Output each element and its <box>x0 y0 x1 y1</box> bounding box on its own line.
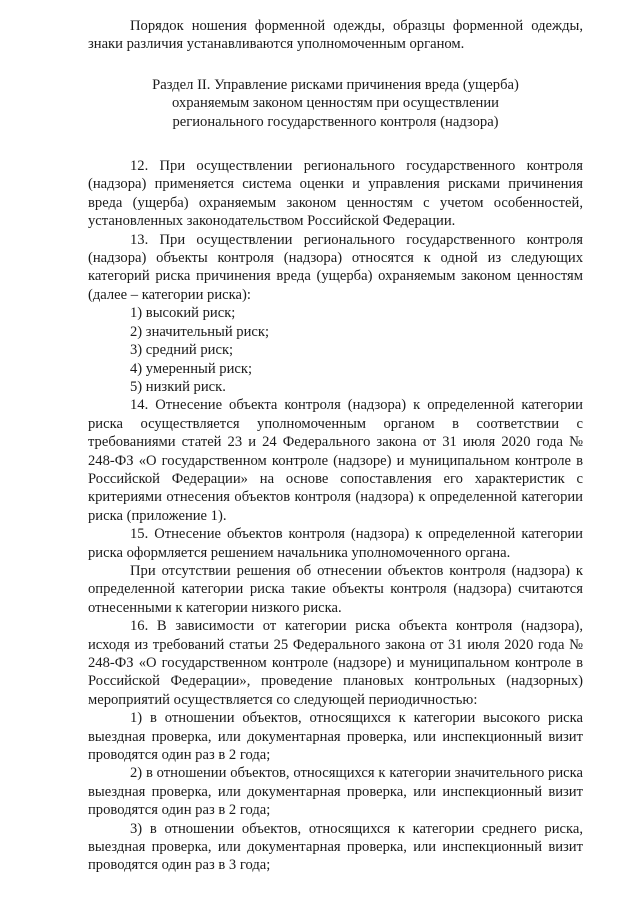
section-heading-line-1: Раздел II. Управление рисками причинения вреда (ущерба) <box>152 76 519 93</box>
document-page <box>88 17 583 875</box>
section-heading-line-2: охраняемым законом ценностям при осуществлении <box>172 95 499 112</box>
paragraph-14: 14. Отнесение объекта контроля (надзора) к определенной категории риска осуществляется уполномоченным органом в соответствии с требованиями статей 23 и 24 Федерального закона от 31 июля 2020 года № 248-ФЗ «О государственном контроле (надзоре) и муниципальном контроле в Российской Федерации» на основе сопоставления его характеристик с критериями отнесения объектов контроля (надзора) к определенной категории риска (приложение 1). <box>88 397 583 524</box>
section-heading-line-3: регионального государственного контроля (надзора) <box>172 113 499 130</box>
paragraph-15: 15. Отнесение объектов контроля (надзора) к определенной категории риска оформляется решением начальника уполномоченного органа. <box>88 526 583 561</box>
paragraph-16-item-2: 2) в отношении объектов, относящихся к категории значительного риска выездная проверка, или документарная проверка, или инспекционный визит проводятся один раз в 2 года; <box>88 765 583 819</box>
paragraph-16: 16. В зависимости от категории риска объекта контроля (надзора), исходя из требований статьи 25 Федерального закона от 31 июля 2020 года № 248-ФЗ «О государственном контроле (надзоре) и муниципальном контроле в Российской Федерации», проведение плановых контрольных (надзорных) мероприятий осуществляется со следующей периодичностью: <box>88 618 583 708</box>
paragraph-13: 13. При осуществлении регионального государственного контроля (надзора) объекты контроля (надзора) относятся к одной из следующих категорий риска причинения вреда (ущерба) охраняемым законом ценностям (далее – категории риска): <box>88 231 583 303</box>
paragraph-15-continuation: При отсутствии решения об отнесении объектов контроля (надзора) к определенной категории риска такие объекты контроля (надзора) считаются отнесенными к категории низкого риска. <box>88 562 583 616</box>
paragraph-16-item-1: 1) в отношении объектов, относящихся к категории высокого риска выездная проверка, или документарная проверка, или инспекционный визит проводятся один раз в 2 года; <box>88 710 583 764</box>
paragraph-12: 12. При осуществлении регионального государственного контроля (надзора) применяется система оценки и управления рисками причинения вреда (ущерба) охраняемым законом ценностям с учетом особенностей, установленных законодательством Российской Федерации. <box>88 158 583 230</box>
list-item-low-risk: 5) низкий риск. <box>130 378 226 395</box>
paragraph-16-item-3: 3) в отношении объектов, относящихся к категории среднего риска, выездная проверка, или документарная проверка, или инспекционный визит проводятся один раз в 3 года; <box>88 820 583 874</box>
list-item-moderate-risk: 4) умеренный риск; <box>130 360 253 377</box>
list-item-significant-risk: 2) значительный риск; <box>130 323 270 340</box>
list-item-medium-risk: 3) средний риск; <box>130 342 234 359</box>
list-item-high-risk: 1) высокий риск; <box>130 305 236 322</box>
section-heading <box>88 76 583 131</box>
intro-paragraph: Порядок ношения форменной одежды, образцы форменной одежды, знаки различия устанавливаются уполномоченным органом. <box>88 18 583 53</box>
